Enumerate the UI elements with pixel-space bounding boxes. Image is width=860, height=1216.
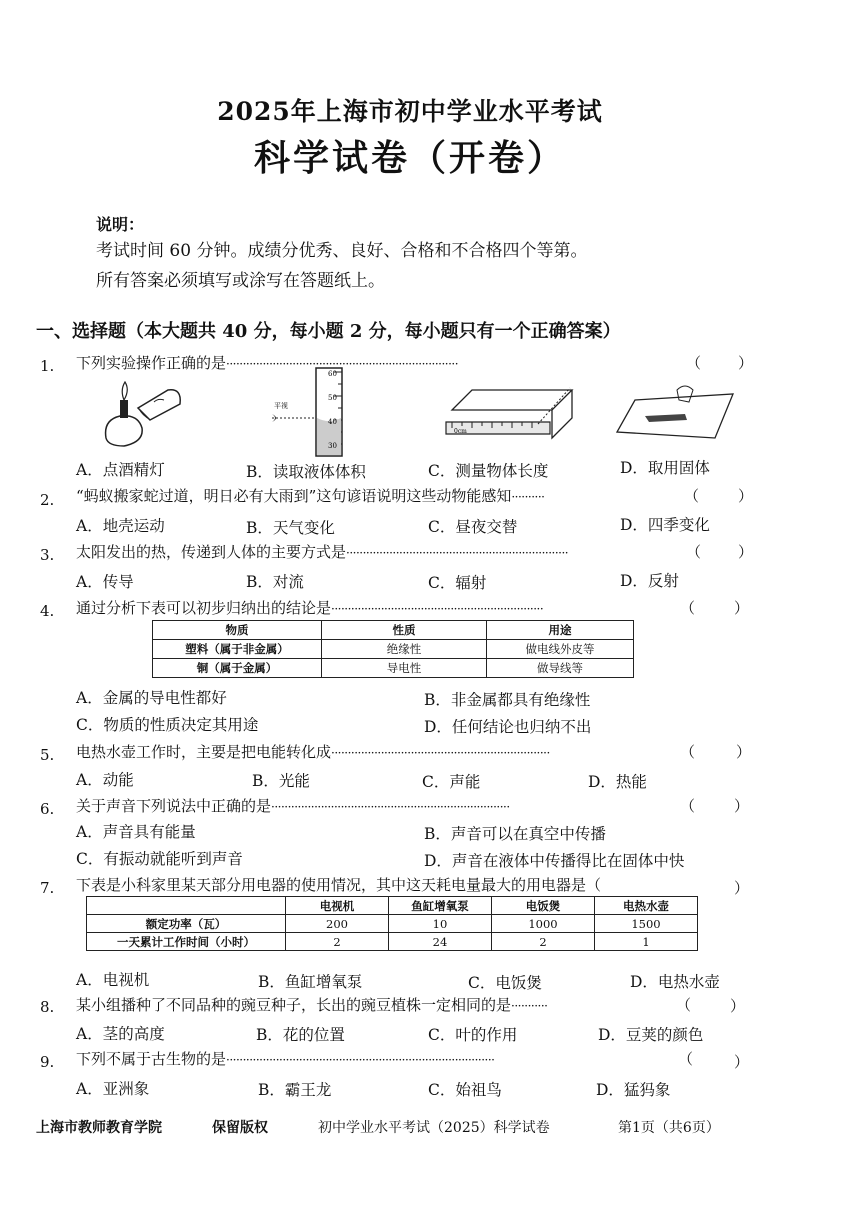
answer-paren-close: ）: [734, 797, 750, 815]
ruler-label: 60: [328, 370, 337, 378]
question-stem: 下列实验操作正确的是······································································: [76, 354, 459, 372]
answer-paren-open[interactable]: （: [686, 354, 702, 372]
answer-paren-open[interactable]: （: [684, 487, 700, 505]
question-stem: 下列不属于古生物的是·················································································: [76, 1050, 495, 1068]
question-number: 2.: [40, 491, 55, 509]
table-header-cell: 用途: [487, 621, 634, 640]
table-row: [153, 640, 634, 659]
solid-sample-image: [615, 380, 735, 445]
graduated-cylinder-image: [270, 368, 350, 458]
option-b[interactable]: B．对流: [246, 573, 304, 591]
table-header-cell: 电饭煲: [492, 897, 595, 915]
table-header-cell: 物质: [153, 621, 322, 640]
ruler-unit: 0cm: [454, 428, 467, 435]
option-c[interactable]: C．电饭煲: [468, 974, 542, 992]
notes-line-1: 考试时间 60 分钟。成绩分优秀、良好、合格和不合格四个等第。: [96, 241, 588, 261]
table-header-cell: 鱼缸增氧泵: [389, 897, 492, 915]
option-a[interactable]: A．茎的高度: [76, 1025, 165, 1043]
appliance-table: [86, 896, 698, 951]
question-number: 9.: [40, 1053, 55, 1071]
table-row: [87, 933, 698, 951]
table-cell: 24: [389, 933, 492, 951]
answer-paren-open[interactable]: （: [680, 743, 696, 761]
question-stem: 通过分析下表可以初步归纳出的结论是································································: [76, 599, 544, 617]
notes-line-2: 所有答案必须填写或涂写在答题纸上。: [96, 271, 385, 291]
option-b[interactable]: B．鱼缸增氧泵: [258, 973, 363, 991]
option-c[interactable]: C．昼夜交替: [428, 518, 518, 536]
option-d[interactable]: D．反射: [620, 572, 679, 590]
table-header-cell: 电视机: [286, 897, 389, 915]
table-header-cell: [87, 897, 286, 915]
answer-paren-open[interactable]: （: [678, 1050, 694, 1068]
table-cell: 做电线外皮等: [487, 640, 634, 659]
question-number: 3.: [40, 546, 55, 564]
option-a[interactable]: A．电视机: [76, 971, 150, 989]
option-d[interactable]: D．豆荚的颜色: [598, 1026, 704, 1044]
leader-dots: ··································································: [331, 746, 550, 760]
question-stem: 电热水壶工作时，主要是把电能转化成··································································: [76, 743, 550, 761]
option-d[interactable]: D．四季变化: [620, 516, 710, 534]
option-d[interactable]: D．取用固体: [620, 459, 710, 477]
properties-table: [152, 620, 634, 678]
ruler-label: 50: [328, 394, 337, 402]
leader-dots: ···································································: [346, 546, 569, 560]
table-cell: 导电性: [322, 659, 487, 678]
table-cell: 做导线等: [487, 659, 634, 678]
question-stem: 关于声音下列说法中正确的是········································································: [76, 797, 510, 815]
table-cell: 200: [286, 915, 389, 933]
question-stem: 太阳发出的热，传递到人体的主要方式是···································································: [76, 543, 569, 561]
answer-paren-close: ）: [738, 543, 754, 561]
table-header-cell: 电热水壶: [595, 897, 698, 915]
option-b[interactable]: B．光能: [252, 772, 310, 790]
question-stem: 下表是小科家里某天部分用电器的使用情况，其中这天耗电量最大的用电器是（: [76, 876, 602, 894]
answer-paren-open[interactable]: （: [676, 996, 692, 1014]
option-b[interactable]: B．花的位置: [256, 1026, 345, 1044]
option-a[interactable]: A．亚洲象: [76, 1080, 150, 1098]
table-row: [87, 915, 698, 933]
option-d[interactable]: D．声音在液体中传播得比在固体中快: [424, 852, 685, 870]
table-cell: 2: [492, 933, 595, 951]
table-header-cell: 性质: [322, 621, 487, 640]
table-cell: 额定功率（瓦）: [87, 915, 286, 933]
question-number: 4.: [40, 602, 55, 620]
answer-paren-close: ）: [734, 1053, 750, 1071]
table-row: [153, 659, 634, 678]
leader-dots: ···········: [511, 999, 548, 1013]
option-c[interactable]: C．有振动就能听到声音: [76, 850, 243, 868]
table-header-row: [153, 621, 634, 640]
question-number: 8.: [40, 998, 55, 1016]
answer-paren-close: ）: [738, 354, 754, 372]
option-b[interactable]: B．天气变化: [246, 519, 335, 537]
question-stem: 某小组播种了不同品种的豌豆种子，长出的豌豆植株一定相同的是···········: [76, 996, 548, 1014]
option-d[interactable]: D．猛犸象: [596, 1081, 671, 1099]
question-number: 5.: [40, 746, 55, 764]
exam-subtitle: 科学试卷（开卷）: [253, 137, 566, 179]
alcohol-lamp-image: [98, 380, 188, 450]
table-cell: 1000: [492, 915, 595, 933]
table-cell: 一天累计工作时间（小时）: [87, 933, 286, 951]
table-cell: 铜（属于金属）: [153, 659, 322, 678]
table-cell: 1: [595, 933, 698, 951]
option-c[interactable]: C．测量物体长度: [428, 462, 549, 480]
answer-paren-close: ）: [734, 879, 750, 897]
leader-dots: ······································································: [226, 357, 459, 371]
table-cell: 绝缘性: [322, 640, 487, 659]
option-a[interactable]: A．点酒精灯: [76, 461, 165, 479]
leader-dots: ································································: [331, 602, 544, 616]
section-heading: 一、选择题（本大题共 40 分，每小题 2 分，每小题只有一个正确答案）: [36, 321, 621, 342]
table-cell: 塑料（属于非金属）: [153, 640, 322, 659]
table-cell: 2: [286, 933, 389, 951]
option-c[interactable]: C．物质的性质决定其用途: [76, 716, 259, 734]
footer-page-number: 第1页（共6页）: [618, 1120, 720, 1136]
option-c[interactable]: C．叶的作用: [428, 1026, 518, 1044]
option-b[interactable]: B．非金属都具有绝缘性: [424, 691, 591, 709]
option-a[interactable]: A．传导: [76, 573, 134, 591]
eye-label: 平视: [274, 402, 288, 410]
question-number: 7.: [40, 879, 55, 897]
answer-paren-close: ）: [734, 599, 750, 617]
answer-paren-close: ）: [730, 997, 746, 1015]
ruler-measure-image: [442, 380, 582, 455]
answer-paren-open[interactable]: （: [680, 599, 696, 617]
option-d[interactable]: D．任何结论也归纳不出: [424, 718, 592, 736]
option-d[interactable]: D．热能: [588, 773, 647, 791]
option-c[interactable]: C．始祖鸟: [428, 1081, 502, 1099]
option-a[interactable]: A．动能: [76, 771, 134, 789]
ruler-label: 30: [328, 442, 337, 450]
question-stem: “蚂蚁搬家蛇过道，明日必有大雨到”这句谚语说明这些动物能感知··········: [76, 487, 545, 505]
option-b[interactable]: B．声音可以在真空中传播: [424, 825, 606, 843]
table-cell: 1500: [595, 915, 698, 933]
notes-heading: 说明：: [96, 215, 145, 234]
ruler-label: 40: [328, 418, 337, 426]
option-d[interactable]: D．电热水壶: [630, 973, 720, 991]
option-c[interactable]: C．辐射: [428, 574, 487, 592]
option-a[interactable]: A．金属的导电性都好: [76, 689, 227, 707]
table-cell: 10: [389, 915, 492, 933]
question-number: 1.: [40, 357, 55, 375]
footer-rights: 保留版权: [212, 1120, 268, 1136]
answer-paren-close: ）: [738, 487, 754, 505]
answer-paren-close: ）: [736, 743, 752, 761]
answer-paren-open[interactable]: （: [686, 543, 702, 561]
table-header-row: [87, 897, 698, 915]
option-a[interactable]: A．地壳运动: [76, 517, 165, 535]
leader-dots: ········································································: [271, 800, 510, 814]
exam-title: 2025年上海市初中学业水平考试: [217, 97, 603, 126]
answer-paren-open[interactable]: （: [680, 797, 696, 815]
question-number: 6.: [40, 800, 55, 818]
leader-dots: ·················································································: [226, 1053, 495, 1067]
option-b[interactable]: B．读取液体体积: [246, 463, 366, 481]
option-a[interactable]: A．声音具有能量: [76, 823, 196, 841]
footer-publisher: 上海市教师教育学院: [36, 1120, 162, 1136]
option-b[interactable]: B．霸王龙: [258, 1081, 332, 1099]
footer-exam-name: 初中学业水平考试（2025）科学试卷: [318, 1120, 550, 1136]
option-c[interactable]: C．声能: [422, 773, 481, 791]
leader-dots: ··········: [511, 490, 545, 504]
